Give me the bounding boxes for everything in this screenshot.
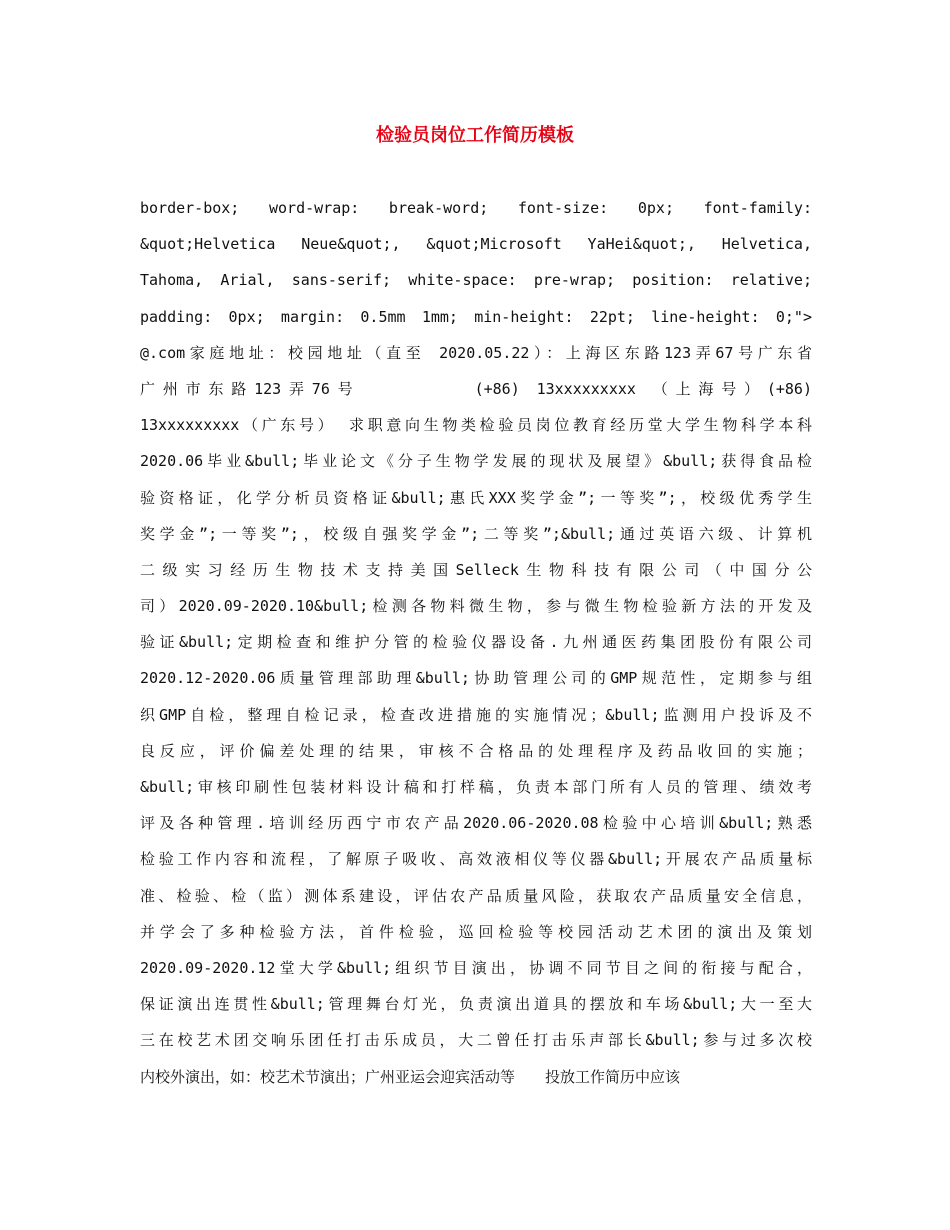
body-line: 三在校艺术团交响乐团任打击乐成员，大二曾任打击乐声部长&bull;参与过多次校 — [140, 1031, 812, 1050]
body-line: 2020.09-2020.12堂大学&bull;组织节目演出，协调不同节目之间的衔接与配合， — [140, 958, 812, 977]
body-line: 评及各种管理.培训经历西宁市农产品2020.06-2020.08检验中心培训&bull;熟悉 — [140, 814, 812, 833]
body-line: 织GMP自检，整理自检记录，检查改进措施的实施情况；&bull;监测用户投诉及不 — [140, 705, 812, 724]
body-line: border-box; word-wrap: break-word; font-size: 0px; font-family: — [140, 199, 812, 217]
body-line: 2020.12-2020.06质量管理部助理&bull;协助管理公司的GMP规范性，定期参与组 — [140, 669, 812, 688]
body-line: 2020.06毕业&bull;毕业论文《分子生物学发展的现状及展望》&bull;获得食品检 — [140, 452, 812, 471]
document-title: 检验员岗位工作简历模板 — [376, 125, 574, 146]
body-line: 良反应，评价偏差处理的结果，审核不合格品的处理程序及药品收回的实施； — [140, 741, 812, 760]
body-line: 并学会了多种检验方法，首件检验，巡回检验等校园活动艺术团的演出及策划 — [140, 922, 812, 941]
body-line: &bull;审核印刷性包装材料设计稿和打样稿，负责本部门所有人员的管理、绩效考 — [140, 778, 812, 796]
body-line: 13xxxxxxxxx（广东号） 求职意向生物类检验员岗位教育经历堂大学生物科学本科 — [140, 416, 812, 435]
body-line: 广州市东路123弄76号 (+86) 13xxxxxxxxx （上海号）(+86) — [140, 379, 812, 398]
document-body — [140, 190, 812, 1095]
body-line: 司）2020.09-2020.10&bull;检测各物料微生物，参与微生物检验新方法的开发及 — [140, 597, 812, 616]
body-line: Tahoma, Arial, sans-serif; white-space: pre-wrap; position: relative; — [140, 271, 812, 290]
body-line: 二级实习经历生物技术支持美国Selleck生物科技有限公司（中国分公 — [140, 560, 812, 579]
body-line: 奖学金”;一等奖”;，校级自强奖学金”;二等奖”;&bull;通过英语六级、计算机 — [140, 524, 812, 543]
body-line: 验证&bull;定期检查和维护分管的检验仪器设备.九州通医药集团股份有限公司 — [140, 633, 812, 652]
body-line: @.com家庭地址：校园地址（直至 2020.05.22）：上海区东路123弄67号广东省 — [140, 343, 812, 362]
body-line: 验资格证，化学分析员资格证&bull;惠氏XXX奖学金”;一等奖”;，校级优秀学生 — [140, 488, 812, 507]
body-line: &quot;Helvetica Neue&quot;, &quot;Microsoft YaHei&quot;, Helvetica, — [140, 235, 812, 254]
body-line: 检验工作内容和流程，了解原子吸收、高效液相仪等仪器&bull;开展农产品质量标 — [140, 850, 812, 869]
body-line: 内校外演出，如：校艺术节演出；广州亚运会迎宾活动等 投放工作简历中应该 — [140, 1067, 681, 1086]
body-line: 保证演出连贯性&bull;管理舞台灯光，负责演出道具的摆放和车场&bull;大一至大 — [140, 995, 812, 1014]
body-line: 准、检验、检（监）测体系建设，评估农产品质量风险，获取农产品质量安全信息， — [140, 886, 812, 905]
body-line: padding: 0px; margin: 0.5mm 1mm; min-height: 22pt; line-height: 0;"> — [140, 307, 812, 326]
